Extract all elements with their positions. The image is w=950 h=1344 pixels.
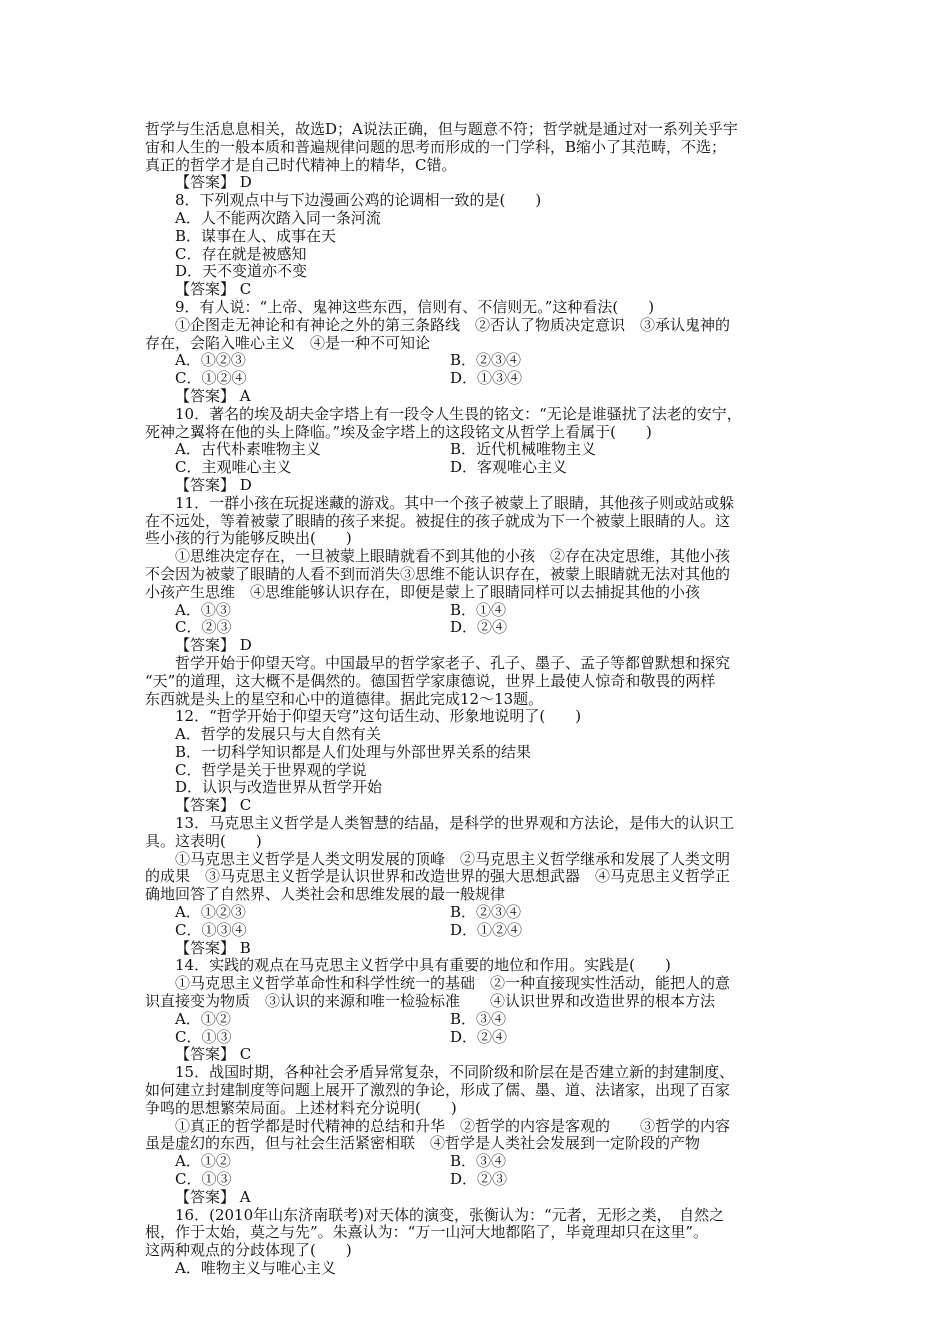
option-left: C．主观唯心主义 [175,458,292,477]
option-left: A．古代朴素唯物主义 [175,440,321,459]
text-line: B．谋事在人、成事在天 [175,226,337,245]
text-line: 【答案】 C [175,280,252,299]
option-right: D．客观唯心主义 [450,458,568,477]
text-line: 存在，会陷入唯心主义 ④是一种不可知论 [145,333,431,352]
option-right: D．②④ [450,618,508,637]
option-left: A．①②③ [175,903,246,922]
text-line: 宙和人生的一般本质和普遍规律问题的思考而形成的一门学科，B缩小了其范畴，不选； [145,137,727,156]
text-line: D．天不变道亦不变 [175,262,308,281]
text-line: 哲学与生活息息相关，故选D；A说法正确，但与题意不符；哲学就是通过对一系列关乎宇 [145,120,738,138]
option-right: B．②③④ [450,903,522,922]
option-left: C．①③ [175,1170,232,1189]
text-line: 9．有人说：“上帝、鬼神这些东西，信则有、不信则无。”这种看法( ) [175,297,655,316]
option-left: C．①③ [175,1027,232,1046]
text-line: 争鸣的思想繁荣局面。上述材料充分说明( ) [145,1098,457,1117]
text-line: 如何建立封建制度等问题上展开了激烈的争论，形成了儒、墨、道、法诸家，出现了百家 [145,1081,731,1100]
text-line: ①马克思主义哲学革命性和科学性统一的基础 ②一种直接现实性活动，能把人的意 [175,974,731,993]
text-line: 13．马克思主义哲学是人类智慧的结晶，是科学的世界观和方法论，是伟大的认识工 [175,814,735,833]
text-line: A．唯物主义与唯心主义 [175,1259,336,1277]
option-row [145,370,810,388]
text-line: 10．著名的埃及胡夫金字塔上有一段令人生畏的铭文：“无论是谁骚扰了法老的安宁， [175,404,742,423]
text-line: 些小孩的行为能够反映出( ) [145,529,352,548]
text-line: A．哲学的发展只与大自然有关 [175,725,381,744]
text-line: ①企图走无神论和有神论之外的第三条路线 ②否认了物质决定意识 ③承认鬼神的 [175,315,731,334]
text-line: A．人不能两次踏入同一条河流 [175,208,381,227]
option-row [145,459,810,477]
option-right: B．近代机械唯物主义 [450,440,597,459]
option-right: D．①③④ [450,369,523,388]
text-line: C．存在就是被感知 [175,244,307,263]
text-line: B．一切科学知识都是人们处理与外部世界关系的结果 [175,742,532,761]
option-row [145,602,810,620]
option-row [145,441,810,459]
text-line: 12．“哲学开始于仰望天穹”这句话生动、形象地说明了( ) [175,707,582,726]
option-right: B．①④ [450,600,507,619]
text-line: 识直接变为物质 ③认识的来源和唯一检验标准 ④认识世界和改造世界的根本方法 [145,992,716,1011]
text-line: ①思维决定存在，一旦被蒙上眼睛就看不到其他的小孩 ②存在决定思维，其他小孩 [175,547,731,566]
option-right: D．②④ [450,1027,508,1046]
text-line: 【答案】 D [175,475,252,494]
option-row [145,619,810,637]
text-line: 具。这表明( ) [145,831,262,850]
option-left: A．①②③ [175,351,246,370]
text-line: 8．下列观点中与下边漫画公鸡的论调相一致的是( ) [175,191,542,210]
text-line: D．认识与改造世界从哲学开始 [175,778,383,797]
text-line: 真正的哲学才是自己时代精神上的精华，C错。 [145,155,457,174]
option-row [145,352,810,370]
text-line: 【答案】 A [175,386,251,405]
text-line: 虽是虚幻的东西，但与社会生活紧密相联 ④哲学是人类社会发展到一定阶段的产物 [145,1134,701,1153]
text-line: 15．战国时期，各种社会矛盾异常复杂，不同阶级和阶层在是否建立新的封建制度、 [175,1063,735,1082]
option-row [145,922,810,940]
text-line: C．哲学是关于世界观的学说 [175,760,367,779]
text-line: 不会因为被蒙了眼睛的人看不到而消失③思维不能认识存在，被蒙上眼睛就无法对其他的 [145,564,731,583]
text-line: 确地回答了自然界、人类社会和思维发展的最一般规律 [145,885,506,904]
text-line: 11．一群小孩在玩捉迷藏的游戏。其中一个孩子被蒙上了眼睛，其他孩子则或站或躲 [175,493,735,512]
text-line: 16．(2010年山东济南联考)对天体的演变，张衡认为：“元者，无形之类， 自然之 [175,1205,725,1224]
option-right: B．③④ [450,1152,507,1171]
text-line: 在不远处，等着被蒙了眼睛的孩子来捉。被捉住的孩子就成为下一个被蒙上眼睛的人。这 [145,511,731,530]
text-line: 的成果 ③马克思主义哲学是认识世界和改造世界的强大思想武器 ④马克思主义哲学正 [145,867,731,886]
text-line: 哲学开始于仰望天穹。中国最早的哲学家老子、孔子、墨子、孟子等都曾默想和探究 [175,653,731,672]
text-line: 死神之翼将在他的头上降临。”埃及金字塔上的这段铭文从哲学上看属于( ) [145,422,652,441]
option-right: B．②③④ [450,351,522,370]
text-line: 小孩产生思维 ④思维能够认识存在，即便是蒙上了眼睛同样可以去捕捉其他的小孩 [145,582,701,601]
option-right: D．②③ [450,1170,508,1189]
text-line: 【答案】 D [175,636,252,655]
option-row [145,1029,810,1047]
text-line: ①马克思主义哲学是人类文明发展的顶峰 ②马克思主义哲学继承和发展了人类文明 [175,849,731,868]
option-right: B．③④ [450,1009,507,1028]
text-line: 【答案】 C [175,796,252,815]
text-line: ①真正的哲学都是时代精神的总结和升华 ②哲学的内容是客观的 ③哲学的内容 [175,1116,731,1135]
text-line: “天”的道理，这大概不是偶然的。德国哲学家康德说，世界上最使人惊奇和敬畏的两样 [145,671,716,690]
text-line: 【答案】 C [175,1045,252,1064]
text-line: 根，作于太始，莫之与先”。朱熹认为：“万一山河大地都陷了，毕竟理却只在这里”。 [145,1223,709,1242]
option-left: A．①② [175,1152,231,1171]
option-left: A．①③ [175,600,231,619]
option-left: C．②③ [175,618,232,637]
option-row [145,1171,810,1189]
document-body [145,121,810,1278]
option-left: C．①③④ [175,920,247,939]
text-line: 【答案】 A [175,1187,251,1206]
text-line: 东西就是头上的星空和心中的道德律。据此完成12～13题。 [145,689,544,708]
option-row [145,1011,810,1029]
text-line: 这两种观点的分歧体现了( ) [145,1241,352,1260]
option-right: D．①②④ [450,920,523,939]
option-left: A．①② [175,1009,231,1028]
option-row [145,904,810,922]
text-line: 14．实践的观点在马克思主义哲学中具有重要的地位和作用。实践是( ) [175,956,671,975]
option-left: C．①②④ [175,369,247,388]
option-row [145,1153,810,1171]
text-line: 【答案】 B [175,938,251,957]
text-line: 【答案】 D [175,173,252,192]
